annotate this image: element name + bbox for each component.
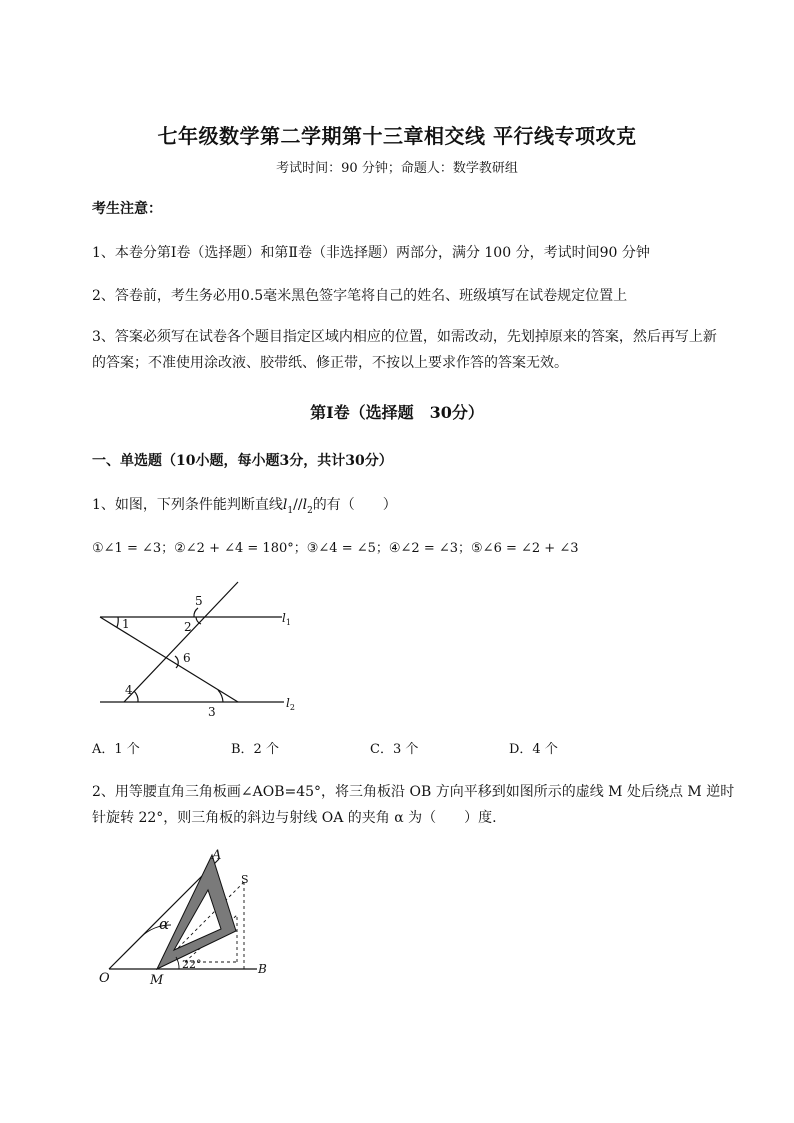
rotated-set-square: [157, 855, 236, 969]
q1-line-l2: $l_2$: [302, 497, 313, 516]
angle-label-5: 5: [195, 594, 203, 608]
point-label-o: O: [99, 971, 110, 986]
q1-option-d[interactable]: D．4 个: [509, 742, 558, 757]
q1-option-b[interactable]: B．2 个: [231, 742, 279, 757]
section-title: 第Ⅰ卷（选择题 30分）: [310, 403, 484, 422]
arc-angle-5: [194, 608, 198, 617]
q1-option-c[interactable]: C．3 个: [370, 742, 419, 757]
arc-angle-6: [175, 656, 178, 668]
angle-label-22: 22°: [182, 958, 202, 971]
line-label-l2: $l_2$: [286, 696, 295, 712]
notice-item-2: 2、答卷前，考生务必用0.5毫米黑色签字笔将自己的姓名、班级填写在试卷规定位置上: [92, 288, 628, 304]
q2-stem-line-1: 2、用等腰直角三角板画∠AOB=45°，将三角板沿 OB 方向平移到如图所示的虚线 M 处后绕点 M 逆时: [92, 784, 735, 800]
q1-stem: [92, 494, 397, 516]
notice-item-3-line-1: 3、答案必须写在试卷各个题目指定区域内相应的位置，如需改动，先划掉原来的答案，然后再写上新: [92, 329, 717, 345]
q2-stem-line-2: 针旋转 22°，则三角板的斜边与射线 OA 的夹角 α 为（ ）度.: [92, 810, 497, 826]
part-title: 一、单选题（10小题，每小题3分，共计30分）: [92, 453, 393, 469]
q1-figure: [90, 574, 310, 719]
angle-label-1: 1: [122, 617, 130, 631]
q1-stem-prefix: 1、如图，下列条件能判断直线: [92, 497, 283, 513]
angle-label-3: 3: [208, 705, 216, 719]
angle-label-2: 2: [184, 620, 192, 634]
angle-label-alpha: α: [159, 915, 170, 933]
q1-line-l1: $l_1$: [282, 497, 294, 516]
angle-label-4: 4: [125, 683, 133, 697]
arc-angle-4: [134, 691, 138, 702]
page-title: 七年级数学第二学期第十三章相交线 平行线专项攻克: [157, 124, 637, 148]
point-label-b: B: [258, 962, 267, 976]
q1-option-a[interactable]: A．1 个: [92, 742, 140, 757]
q1-parallel-symbol: //: [293, 497, 303, 513]
q1-stem-suffix: 的有（ ）: [312, 497, 397, 513]
transversal-1: [100, 617, 238, 702]
exam-info: 考试时间：90 分钟；命题人：数学教研组: [276, 161, 518, 176]
q2-figure: [95, 845, 285, 990]
angle-label-6: 6: [183, 651, 191, 665]
notice-item-1: 1、本卷分第Ⅰ卷（选择题）和第Ⅱ卷（非选择题）两部分，满分 100 分，考试时间90 分钟: [92, 245, 650, 261]
point-label-m: M: [150, 973, 164, 988]
q1-conditions: ①∠1 = ∠3；②∠2 + ∠4 = 180°；③∠4 = ∠5；④∠2 = ∠3；⑤∠6 = ∠2 + ∠3: [92, 541, 579, 556]
notice-heading: 考生注意：: [92, 201, 162, 217]
point-label-s: S: [241, 873, 249, 886]
point-label-a: A: [212, 848, 222, 863]
arc-angle-1: [117, 617, 118, 627]
arc-angle-2: [196, 617, 201, 624]
line-label-l1: $l_1$: [282, 611, 291, 627]
notice-item-3-line-2: 的答案；不准使用涂改液、胶带纸、修正带，不按以上要求作答的答案无效。: [92, 355, 568, 371]
